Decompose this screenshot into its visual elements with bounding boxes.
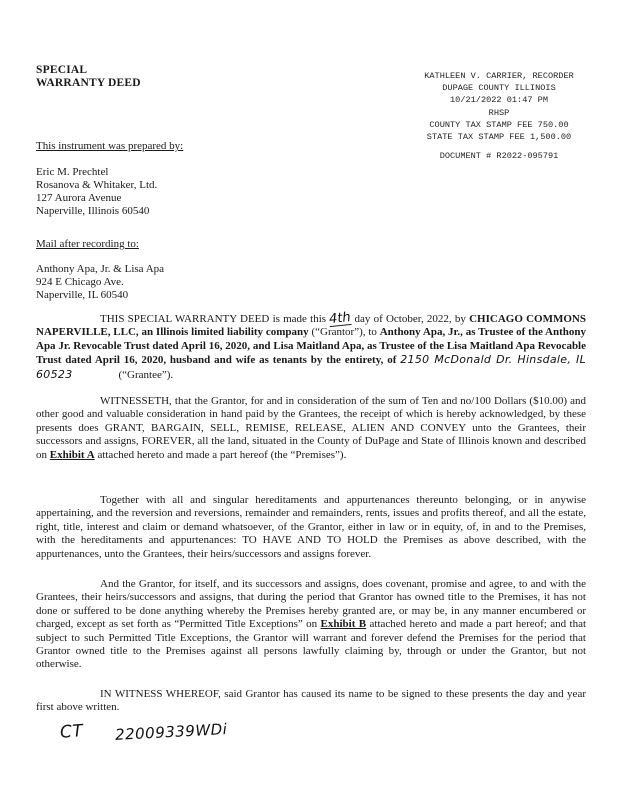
preparer-line: Naperville, Illinois 60540	[36, 205, 150, 217]
mail-to-label: Mail after recording to:	[36, 238, 139, 250]
recorder-line: STATE TAX STAMP FEE 1,500.00	[426, 132, 572, 143]
exhibit-b-reference: Exhibit B	[320, 618, 367, 631]
exhibit-a-reference: Exhibit A	[49, 448, 95, 461]
title-line-2: WARRANTY DEED	[36, 77, 141, 89]
handwritten-note	[60, 722, 228, 742]
recorder-line: 10/21/2022 01:47 PM	[450, 95, 548, 106]
preparer-line: 127 Aurora Avenue	[36, 192, 122, 204]
grantee-defined: (“Grantee”).	[118, 368, 174, 381]
hereditaments-paragraph	[36, 494, 586, 561]
witnesseth-text: WITNESSETH, that the Grantor, for and in consideration of the sum of Ten and no/100 Dollars ($10.00) and other good and valuable consideration in hand paid by the Grantees, the receipt of which is hereby acknowledged, by these presents does GRANT, BARGAIN, SELL, REMISE, RELEASE, ALIEN AND CONVEY unto the Grantees, their successors and assigns, FOREVER, all the land, situated in the County of DuPage and State of Illinois known and described on	[36, 395, 586, 461]
mail-to-address	[36, 263, 164, 302]
recorder-stamp	[404, 70, 594, 162]
opening-text: THIS SPECIAL WARRANTY DEED is made this	[100, 313, 330, 325]
covenant-paragraph	[36, 578, 586, 672]
document-title	[36, 64, 141, 90]
grantees-name: Anthony Apa, Jr., as Trustee of the Anthony Apa Jr. Revocable Trust dated April 16, 2020, and Lisa Maitland Apa, as Trustee of the Lisa Maitland Apa Revocable Trust dated April 16, 2020, husband and wife as tenants by the entirety, of	[36, 326, 586, 367]
recorder-line: RHSP	[488, 107, 510, 118]
handwritten-address: 2150 McDonald Dr. Hinsdale, IL 60523	[36, 353, 587, 381]
preparer-line: Eric M. Prechtel	[36, 166, 109, 178]
handwritten-day: 4th	[328, 309, 352, 328]
mail-to-line: Anthony Apa, Jr. & Lisa Apa	[36, 263, 165, 275]
grantor-name: CHICAGO COMMONS NAPERVILLE, LLC, an Illinois limited liability company	[36, 313, 586, 339]
recorder-line: COUNTY TAX STAMP FEE 750.00	[429, 119, 569, 130]
grantor-defined: (“Grantor”), to	[308, 326, 380, 339]
deed-opening-paragraph	[36, 309, 587, 382]
witness-whereof-text: IN WITNESS WHEREOF, said Grantor has caused its name to be signed to these presents the day and year first above written.	[36, 688, 586, 714]
document-number: DOCUMENT # R2022-095791	[439, 151, 559, 162]
witnesseth-paragraph	[36, 395, 586, 462]
witness-whereof-paragraph	[36, 688, 586, 715]
opening-text-date: day of October, 2022, by	[351, 313, 470, 325]
preparer-address	[36, 166, 157, 218]
mail-to-line: Naperville, IL 60540	[36, 289, 129, 301]
prepared-by-label: This instrument was prepared by:	[36, 140, 184, 152]
preparer-line: Rosanova & Whitaker, Ltd.	[36, 179, 158, 191]
handwritten-file-code: 22009339WDi	[114, 720, 228, 744]
title-line-1: SPECIAL	[36, 64, 88, 76]
recorder-line: DUPAGE COUNTY ILLINOIS	[442, 83, 556, 94]
recorder-line: KATHLEEN V. CARRIER, RECORDER	[424, 71, 574, 81]
hereditaments-text: Together with all and singular hereditaments and appurtenances thereunto belonging, or in anywise appertaining, and the reversion and reversions, remainder and remainders, rents, issues and profits thereof, and all the estate, right, title, interest and claim or demand whatsoever, of the Grantor, either in law or in equity, of, in and to the Premises, with the hereditaments and appurtenances: TO HAVE AND TO HOLD the Premises as above described, with the appurtenances, unto the Grantees, their heirs/successors and assigns forever.	[36, 494, 586, 560]
handwritten-initials: CT	[59, 721, 84, 743]
witnesseth-text-end: attached hereto and made a part hereof (the “Premises”).	[94, 448, 347, 461]
covenant-text: And the Grantor, for itself, and its successors and assigns, does covenant, promise and agree, to and with the Grantees, their heirs/successors and assigns, that during the period that Grantor has owned title to the Premises, it has not done or suffered to be done anything whereby the Premises hereby granted are, or may be, in any manner encumbered or charged, except as set forth as “Permitted Title Exceptions” on	[36, 578, 586, 631]
mail-to-line: 924 E Chicago Ave.	[36, 276, 124, 288]
covenant-text-end: attached hereto and made a part hereof; and that subject to such Permitted Title Exceptions, the Grantor will warrant and forever defend the Premises for the period that Grantor owned title to the Premises against all persons lawfully claiming by, through or under the Grantor, but not otherwise.	[36, 618, 587, 671]
